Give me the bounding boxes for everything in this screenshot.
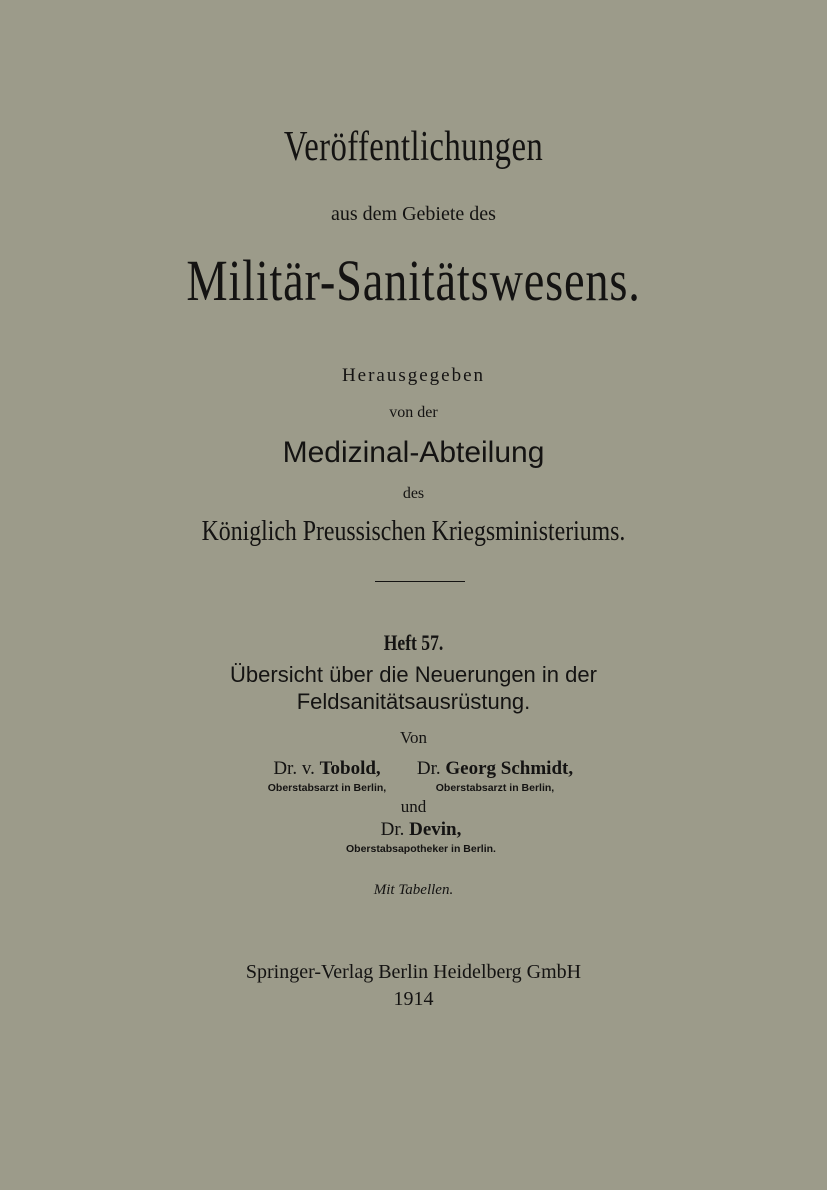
des-label: des (402, 485, 425, 502)
author-role: Oberstabsarzt in Berlin, (435, 782, 555, 794)
by-label: Von (399, 728, 428, 747)
publication-year: 1914 (393, 988, 434, 1010)
issue-number: Heft 57. (383, 630, 444, 655)
von-der-label: von der (389, 404, 438, 421)
divider-rule (375, 581, 465, 582)
und-label: und (400, 797, 427, 816)
author-role: Oberstabsapotheker in Berlin. (346, 843, 496, 855)
work-title-line-2: Feldsanitätsausrüstung. (296, 689, 531, 714)
series-title: Veröffentlichungen (283, 124, 544, 170)
publisher: Springer-Verlag Berlin Heidelberg GmbH (245, 961, 582, 983)
series-main-title: Militär-Sanitätswesens. (186, 248, 641, 313)
series-subtitle: aus dem Gebiete des (331, 203, 496, 225)
tables-note: Mit Tabellen. (373, 882, 454, 898)
author-name: Dr. v. Tobold, (273, 758, 381, 779)
author-devin (335, 820, 507, 855)
author-schmidt (415, 759, 575, 794)
edited-by-label: Herausgegeben (341, 365, 486, 386)
author-name: Dr. Devin, (380, 819, 462, 840)
author-tobold (262, 759, 392, 794)
author-role: Oberstabsarzt in Berlin, (267, 782, 387, 794)
author-name: Dr. Georg Schmidt, (416, 758, 574, 779)
work-title-line-1: Übersicht über die Neuerungen in der (230, 662, 597, 687)
ministry-name: Königlich Preussischen Kriegsministeriums. (201, 516, 626, 547)
department-name: Medizinal-Abteilung (282, 436, 545, 469)
